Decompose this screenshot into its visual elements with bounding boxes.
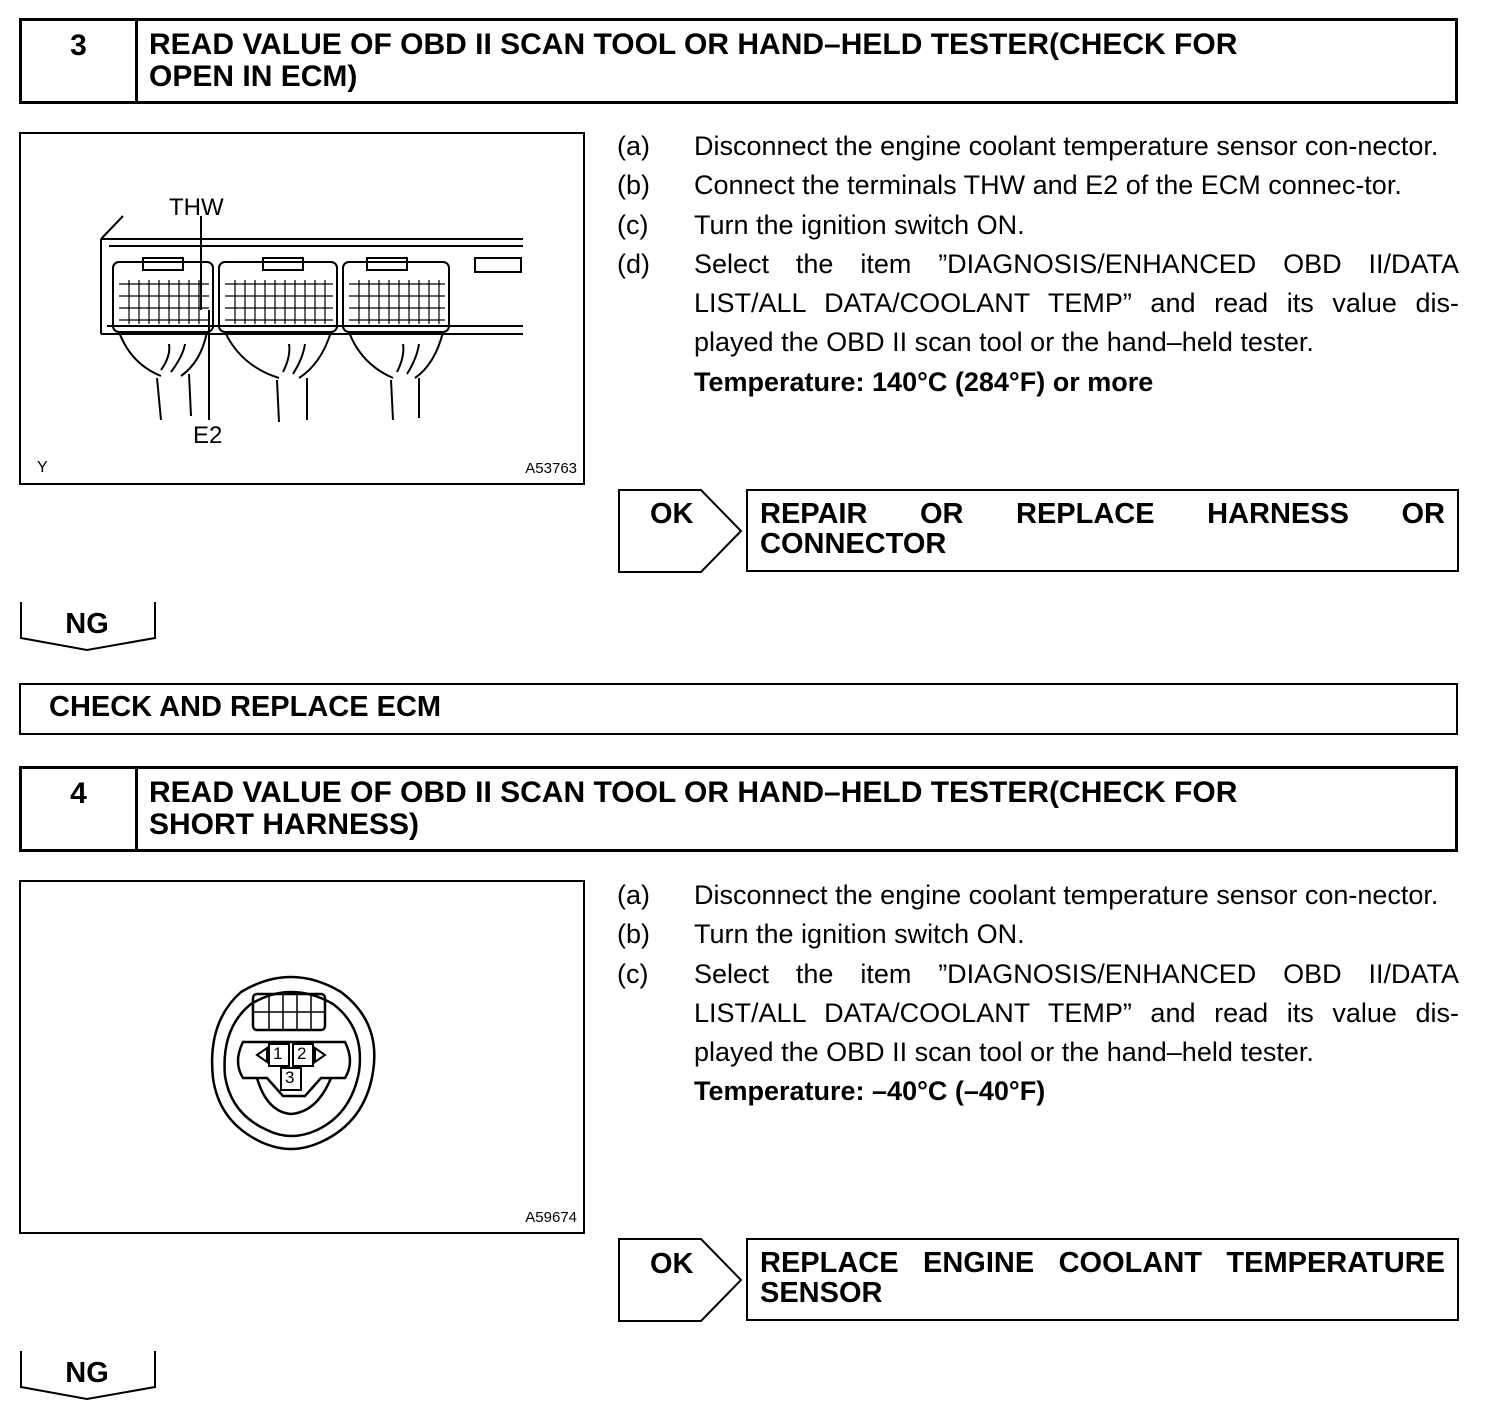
ng-result-text: CHECK AND REPLACE ECM	[49, 691, 442, 723]
ng-result-box	[19, 683, 1458, 735]
instruction-label: (b)	[617, 170, 650, 201]
step-title	[149, 777, 1435, 841]
figure-code: A59674	[525, 1209, 577, 1226]
step-4-instructions	[617, 876, 1459, 1112]
instruction-label: (b)	[617, 919, 650, 950]
ok-result-box	[746, 1238, 1459, 1321]
ok-result-line-2: CONNECTOR	[760, 528, 947, 560]
instruction-label: (c)	[617, 958, 649, 989]
step-title-line-1: READ VALUE OF OBD II SCAN TOOL OR HAND–HELD TESTER(CHECK FOR	[149, 776, 1238, 809]
instruction-item	[617, 876, 1459, 915]
figure-corner-mark: Y	[37, 459, 48, 476]
instruction-item	[617, 166, 1459, 205]
ecm-connector-figure	[19, 132, 585, 485]
instruction-label: (a)	[617, 131, 650, 161]
ng-label: NG	[65, 608, 109, 640]
ok-result-line-2: SENSOR	[760, 1277, 883, 1309]
figure-code: A53763	[525, 460, 577, 477]
temperature-spec: Temperature: 140°C (284°F) or more	[694, 366, 1154, 397]
instruction-item	[617, 955, 1459, 1073]
instruction-item	[617, 206, 1459, 245]
pin-3-label: 3	[285, 1068, 295, 1087]
instruction-text: Turn the ignition switch ON.	[694, 919, 1025, 950]
temperature-spec: Temperature: –40°C (–40°F)	[694, 1076, 1046, 1107]
pin-2-label: 2	[297, 1044, 307, 1063]
instruction-item	[617, 245, 1459, 363]
step-4-header	[19, 766, 1458, 852]
instruction-text: Connect the terminals THW and E2 of the ECM connec-tor.	[694, 170, 1402, 201]
ok-label: OK	[650, 1248, 694, 1280]
ok-result-line-1: REPLACE ENGINE COOLANT TEMPERATURE	[760, 1247, 1445, 1279]
instruction-item	[617, 915, 1459, 954]
ok-result-box	[746, 489, 1459, 572]
ecm-connector-illustration	[21, 134, 583, 483]
step-3-header	[19, 18, 1458, 104]
instruction-label: (c)	[617, 209, 649, 240]
instruction-text: Turn the ignition switch ON.	[694, 209, 1025, 240]
sensor-connector-figure	[19, 880, 585, 1234]
instruction-label: (a)	[617, 880, 650, 910]
step-number: 3	[22, 21, 138, 101]
ng-label: NG	[65, 1357, 109, 1389]
thw-label: THW	[169, 194, 224, 221]
ok-result-text	[748, 1240, 1457, 1308]
pin-1-label: 1	[273, 1044, 283, 1063]
step-title	[149, 29, 1435, 93]
step-title-line-1: READ VALUE OF OBD II SCAN TOOL OR HAND–HELD TESTER(CHECK FOR	[149, 28, 1238, 61]
instruction-text: Select the item ”DIAGNOSIS/ENHANCED OBD II/DATA LIST/ALL DATA/COOLANT TEMP” and read its value dis-played the OBD II scan tool or the hand–held tester.	[694, 248, 1459, 358]
step-number: 4	[22, 769, 138, 849]
instruction-item	[617, 127, 1459, 166]
step-title-line-2: SHORT HARNESS)	[149, 808, 420, 841]
instruction-text: Disconnect the engine coolant temperature sensor con-nector.	[694, 131, 1439, 161]
instruction-text: Disconnect the engine coolant temperature sensor con-nector.	[694, 880, 1439, 910]
instruction-label: (d)	[617, 248, 650, 279]
step-3-instructions	[617, 127, 1459, 402]
e2-label: E2	[193, 422, 223, 449]
ok-label: OK	[650, 498, 694, 530]
ok-result-line-1: REPAIR OR REPLACE HARNESS OR	[760, 498, 1445, 530]
step-title-line-2: OPEN IN ECM)	[149, 60, 358, 93]
ok-result-text	[748, 491, 1457, 559]
instruction-text: Select the item ”DIAGNOSIS/ENHANCED OBD II/DATA LIST/ALL DATA/COOLANT TEMP” and read its value dis-played the OBD II scan tool or the hand–held tester.	[694, 958, 1459, 1068]
